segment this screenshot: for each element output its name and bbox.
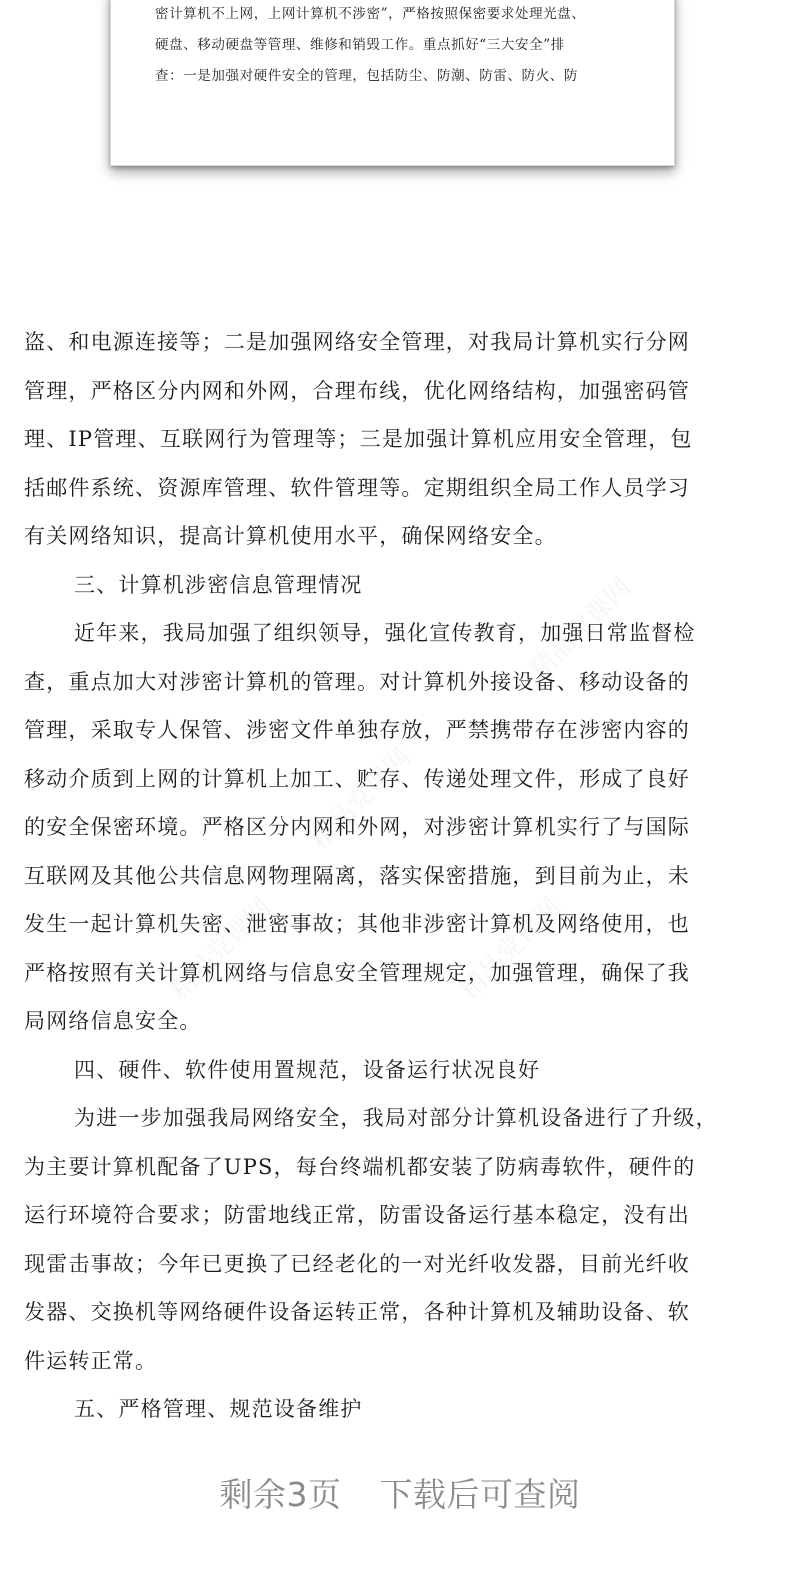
- paragraph-line: 为进一步加强我局网络安全，我局对部分计算机设备进行了升级，: [74, 1106, 718, 1130]
- paragraph-line: 为主要计算机配备了UPS，每台终端机都安装了防病毒软件，硬件的: [24, 1154, 696, 1179]
- paragraph-line: 近年来，我局加强了组织领导，强化宣传教育，加强日常监督检: [74, 621, 696, 645]
- paragraph-line: 局网络信息安全。: [24, 1009, 202, 1033]
- preview-text: [155, 0, 645, 92]
- paragraph-line: 现雷击事故；今年已更换了已经老化的一对光纤收发器，目前光纤收: [24, 1251, 690, 1276]
- remaining-pages-label: 剩余3页: [219, 1475, 342, 1514]
- paragraph-line: 管理，严格区分内网和外网，合理布线，优化网络结构，加强密码管: [24, 378, 690, 403]
- paragraph-line: 件运转正常。: [24, 1348, 158, 1373]
- paragraph-line: 盗、和电源连接等；二是加强网络安全管理，对我局计算机实行分网: [24, 330, 690, 354]
- document-body: [24, 318, 776, 1434]
- paragraph-line: 理、IP管理、互联网行为管理等；三是加强计算机应用安全管理，包: [24, 427, 693, 451]
- paragraph-line: 管理，采取专人保管、涉密文件单独存放，严禁携带存在涉密内容的: [24, 718, 690, 742]
- paragraph-line: 运行环境符合要求；防雷地线正常，防雷设备运行基本稳定，没有出: [24, 1203, 690, 1227]
- paragraph-line: 移动介质到上网的计算机上加工、贮存、传递处理文件，形成了良好: [24, 766, 690, 791]
- preview-line: 查：一是加强对硬件安全的管理，包括防尘、防潮、防雷、防火、防: [155, 68, 578, 84]
- paragraph-line: 发器、交换机等网络硬件设备运转正常，各种计算机及辅助设备、软: [24, 1300, 690, 1324]
- paragraph-line: 五、严格管理、规范设备维护: [74, 1397, 363, 1421]
- preview-page-card: [110, 0, 675, 166]
- paragraph-line: 四、硬件、软件使用置规范，设备运行状况良好: [74, 1057, 541, 1082]
- preview-line: 密计算机不上网，上网计算机不涉密”，严格按照保密要求处理光盘、: [155, 6, 586, 22]
- paragraph-line: 有关网络知识，提高计算机使用水平，确保网络安全。: [24, 524, 557, 548]
- paragraph-line: 括邮件系统、资源库管理、软件管理等。定期组织全局工作人员学习: [24, 475, 690, 500]
- paragraph-line: 查，重点加大对涉密计算机的管理。对计算机外接设备、移动设备的: [24, 669, 690, 694]
- preview-line: 硬盘、移动硬盘等管理、维修和销毁工作。重点抓好“三大安全”排: [155, 37, 565, 53]
- download-banner[interactable]: [0, 1455, 800, 1535]
- paragraph-line: 互联网及其他公共信息网物理隔离，落实保密措施，到目前为止，未: [24, 863, 690, 888]
- paragraph-line: 严格按照有关计算机网络与信息安全管理规定，加强管理，确保了我: [24, 960, 690, 985]
- download-to-view-label[interactable]: 下载后可查阅: [379, 1475, 581, 1514]
- paragraph-line: 发生一起计算机失密、泄密事故；其他非涉密计算机及网络使用，也: [24, 912, 690, 936]
- paragraph-line: 的安全保密环境。严格区分内网和外网，对涉密计算机实行了与国际: [24, 815, 690, 839]
- paragraph-line: 三、计算机涉密信息管理情况: [74, 572, 363, 597]
